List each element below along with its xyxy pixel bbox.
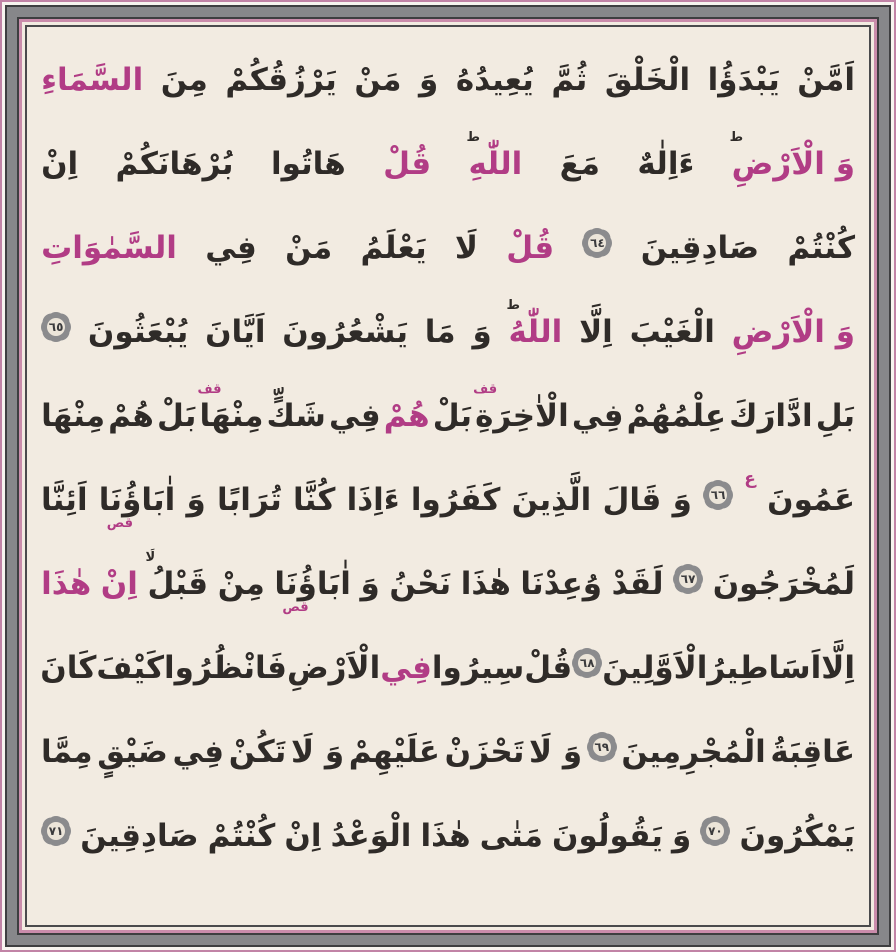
quran-word: وَ لَا [528, 733, 583, 770]
quran-word: مَعَ [559, 145, 600, 182]
quran-word: ءَاِذَا [346, 481, 400, 518]
quran-word: الْوَعْدُ [330, 817, 412, 854]
rosette-center [706, 822, 724, 840]
quran-word: مَتٰى [479, 817, 543, 854]
pause-mark: قف [473, 381, 498, 397]
quran-word: بَلْ [157, 397, 197, 434]
quran-line-1 [41, 33, 855, 117]
quran-word: يَبْدَؤُا [707, 61, 780, 98]
quran-line-5 [41, 369, 855, 453]
quran-word: وَ الْاَرْضِ [731, 313, 855, 350]
quran-line-10 [41, 789, 855, 873]
quran-word: اِلَّا [821, 649, 855, 686]
quran-word: يَقُولُونَ [552, 817, 663, 854]
rosette-center [588, 234, 606, 252]
quran-word: شَكٍّ [266, 397, 326, 434]
quran-word: مَنْ [285, 229, 333, 266]
quran-word: اَمَّنْ [797, 61, 855, 98]
quran-line-4 [41, 285, 855, 369]
pause-mark: قص [106, 515, 134, 531]
frame-pink-line [19, 19, 877, 933]
quran-word: هُمْ [383, 397, 430, 434]
quran-word: بُرْهَانَكُمْ [115, 145, 234, 182]
quran-word: لَا [454, 229, 478, 266]
quran-word: قُلْ [506, 229, 555, 266]
quran-word: صَادِقِينَ [640, 229, 760, 266]
frame-gray-band [7, 7, 889, 945]
quran-word: وَ [418, 61, 439, 98]
quran-word: السَّمَاءِ [41, 61, 144, 98]
ayah-end-rosette-icon [587, 732, 617, 762]
quran-word: اَسَاطِيرُ [707, 649, 822, 686]
quran-word: هٰذَا [41, 565, 92, 602]
quran-word: اِنْ [100, 565, 138, 602]
quran-word: بَلْ [432, 397, 473, 434]
quran-word: الَّذِينَ [511, 481, 592, 518]
quran-word: الْاٰخِرَةِ قف [473, 381, 569, 434]
quran-word: نَحْنُ [389, 565, 452, 602]
ayah-number: ٦٩ [594, 740, 610, 754]
quran-word: ثُمَّ [551, 61, 588, 98]
ayah-end-rosette-icon [703, 480, 733, 510]
frame-white-band [2, 2, 894, 950]
frame-dark-line-inner [25, 25, 871, 927]
quran-word: وَ [186, 481, 206, 518]
quran-word: هٰذَا [420, 817, 471, 854]
quran-word: فِي [172, 733, 225, 770]
quran-word: لَقَدْ [611, 565, 664, 602]
quran-word: وَ [672, 817, 692, 854]
quran-word: قُلْ [524, 649, 573, 686]
quran-word: صَادِقِينَ [80, 817, 199, 854]
quran-word: يَمْكُرُونَ [739, 817, 855, 854]
ayah-end-rosette-icon [673, 564, 703, 594]
quran-word: اَئِنَّا [41, 481, 88, 518]
quran-word: بَلِ [815, 397, 855, 434]
quran-word: يَعْلَمُ [360, 229, 427, 266]
quran-word: وَ [360, 565, 380, 602]
quran-word: الْغَيْبَ [629, 313, 715, 350]
pause-mark: قف [197, 381, 222, 397]
ayah-number: ٧١ [48, 824, 64, 838]
tajweed-mark: لَا [145, 549, 156, 565]
quran-word: مَنْ [354, 61, 402, 98]
quran-word: يُبْعَثُونَ [87, 313, 189, 350]
quran-word: يَشْعُرُونَ [282, 313, 408, 350]
quran-word: ضَيْقٍ [97, 733, 168, 770]
quran-word: يَرْزُقُكُمْ [225, 61, 337, 98]
quran-word: اِنْ [41, 145, 79, 182]
ayah-end-rosette-icon [700, 816, 730, 846]
quran-word: يُعِيدُهُ [455, 61, 534, 98]
rosette-center [47, 318, 65, 336]
quran-word: وَ [672, 481, 692, 518]
quran-word: مِنْهَا [41, 397, 106, 434]
quran-word: تُرَابًا [216, 481, 282, 518]
rosette-center [47, 822, 65, 840]
quran-word: اللّٰهُ ط [506, 297, 563, 350]
ayah-number: ٦٥ [48, 320, 64, 334]
quran-word: الْمُجْرِمِينَ [621, 733, 766, 770]
quran-word: مَا [424, 313, 456, 350]
frame-dark-line-outer [5, 5, 891, 947]
quran-word: ءَاِلٰهٌ [637, 145, 695, 182]
frame-paper-gap [22, 22, 874, 930]
quran-word: كَيْفَ [96, 649, 165, 686]
quran-word: وَ الْاَرْضِ ط [729, 129, 855, 182]
quran-word: وُعِدْنَا [520, 565, 603, 602]
ayah-end-rosette-icon [41, 312, 71, 342]
quran-word: عَلَيْهِمْ [348, 733, 440, 770]
quran-word: كُنَّا [293, 481, 336, 518]
quran-word: لَمُخْرَجُونَ [712, 565, 855, 602]
quran-word: اٰبَاؤُنَا قص [274, 565, 351, 615]
quran-word: مِنْهَا قف [197, 381, 264, 434]
rosette-center [593, 738, 611, 756]
quran-word: قَالَ [602, 481, 662, 518]
quran-word: كُنْتُمْ [207, 817, 276, 854]
rosette-center [679, 570, 697, 588]
tajweed-mark: ط [729, 129, 744, 145]
quran-word: كُنْتُمْ [787, 229, 855, 266]
quran-word: اِنْ [284, 817, 322, 854]
quran-word: تَحْزَنْ [444, 733, 525, 770]
quran-line-6 [41, 453, 855, 537]
tajweed-mark: ط [506, 297, 521, 313]
quran-word: هَاتُوا [270, 145, 346, 182]
ayah-end-rosette-icon [572, 648, 602, 678]
quran-word: وَ [472, 313, 492, 350]
quran-word: هُمْ [108, 397, 154, 434]
quran-word: اللّٰهِ ط [466, 129, 523, 182]
ayah-number: ٦٨ [579, 656, 595, 670]
quran-word: اَيَّانَ [205, 313, 266, 350]
quran-word: اٰبَاؤُنَا قص [98, 481, 176, 531]
quran-word: فَانْظُرُوا [164, 649, 287, 686]
quran-word: سِيرُوا [431, 649, 525, 686]
quran-word: الْخَلْقَ [604, 61, 691, 98]
quran-word: كَانَ [40, 649, 97, 686]
pause-mark: قص [282, 599, 309, 615]
quran-word: عَاقِبَةُ [770, 733, 855, 770]
quran-line-2 [41, 117, 855, 201]
quran-word: قَبْلُ لَا [145, 549, 209, 602]
quran-word: ادَّارَكَ [729, 397, 813, 434]
rosette-center [578, 654, 596, 672]
quran-word: عَمُونَ [767, 481, 855, 518]
ayah-number: ٦٤ [590, 236, 605, 250]
frame-dark-line-mid [17, 17, 879, 935]
quran-word: عِلْمُهُمْ [626, 397, 727, 434]
quran-word: مِنْ [217, 565, 265, 602]
quran-text-area [27, 27, 869, 925]
quran-word: كَفَرُوا [410, 481, 501, 518]
tajweed-mark: ط [466, 129, 481, 145]
ayah-end-rosette-icon [582, 228, 612, 258]
quran-word: الْاَوَّلِينَ [602, 649, 708, 686]
ayah-number: ٧٠ [708, 824, 723, 838]
quran-line-9 [41, 705, 855, 789]
quran-word: مِنَ [160, 61, 208, 98]
quran-word: الْاَرْضِ [286, 649, 381, 686]
ayah-number: ٦٧ [680, 572, 696, 586]
ayah-end-rosette-icon [41, 816, 71, 846]
rosette-center [709, 486, 727, 504]
quran-word: اِلَّا [579, 313, 613, 350]
quran-word: فِي [329, 397, 381, 434]
quran-line-7 [41, 537, 855, 621]
quran-line-8 [41, 621, 855, 705]
ruku-mark: ع [744, 469, 756, 489]
quran-word: فِي [380, 649, 432, 686]
quran-word: تَكُنْ [228, 733, 287, 770]
quran-word: قُلْ [383, 145, 432, 182]
quran-word: وَ لَا [290, 733, 345, 770]
quran-word: فِي [205, 229, 257, 266]
quran-word: السَّمٰوَاتِ [41, 229, 177, 266]
quran-word: فِي [571, 397, 624, 434]
quran-word: هٰذَا [460, 565, 511, 602]
quran-word: مِمَّا [41, 733, 93, 770]
quran-line-3 [41, 201, 855, 285]
ayah-number: ٦٦ [710, 488, 726, 502]
